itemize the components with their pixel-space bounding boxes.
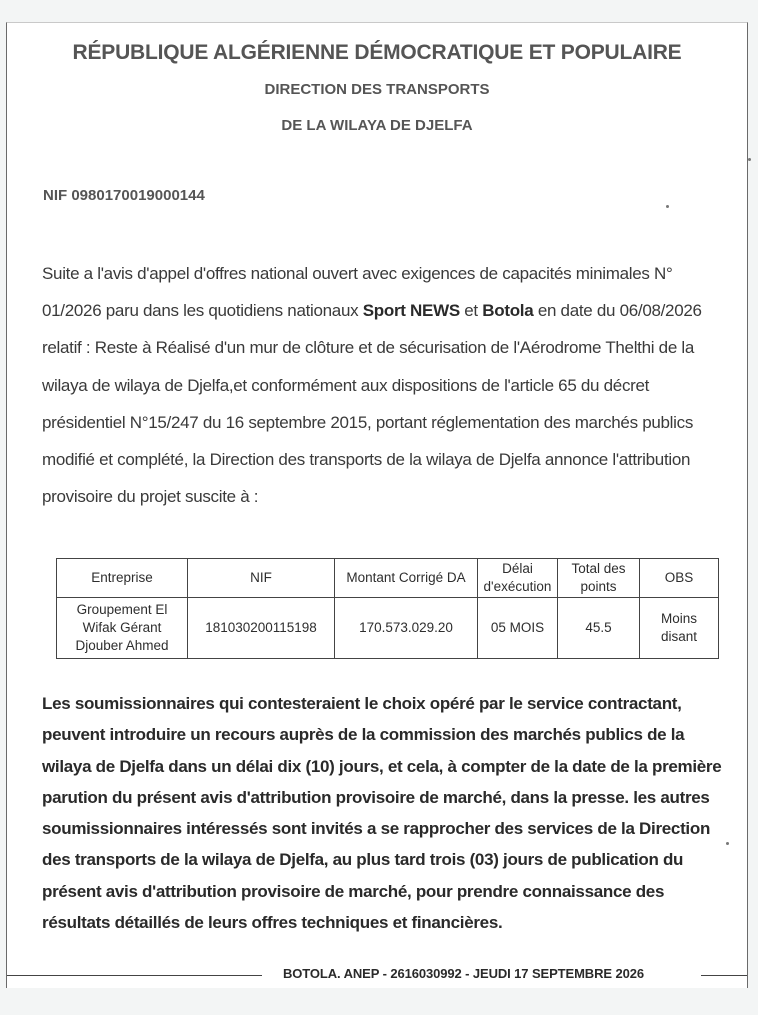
scan-speck: [726, 842, 729, 845]
closing-paragraph: Les soumissionnaires qui contesteraient le choix opéré par le service contractant, peuvent introduire un recours auprès de la commission des marchés publics de la wilaya de Djelfa dans un délai dix (10) jours, et cela, à compter de la date de la première parution du présent avis d'attribution provisoire de marché, dans la presse. les autres soumissionnaires intéressés sont invités a se rapprocher des services de la Direction des transports de la wilaya de Djelfa, au plus tard trois (03) jours de publication du présent avis d'attribution provisoire de marché, pour prendre connaissance des résultats détaillés de leurs offres techniques et financières.: [42, 694, 722, 933]
table-row: [57, 598, 719, 659]
header-points: Total des points: [558, 559, 640, 598]
header-nif: NIF: [188, 559, 335, 598]
newspaper-botola: Botola: [482, 301, 534, 321]
cell-points: 45.5: [558, 598, 640, 659]
notice-sheet: [6, 22, 748, 988]
wilaya-heading: DE LA WILAYA DE DJELFA: [281, 117, 473, 134]
direction-heading: DIRECTION DES TRANSPORTS: [264, 81, 490, 98]
intro-text-1: Suite a l'avis d'appel d'offres national ouvert avec exigences de capacités minimales N° 01/2026 paru dans les quotidiens nationaux: [42, 264, 673, 321]
cell-delai: 05 MOIS: [478, 598, 558, 659]
cell-obs: Moins disant: [640, 598, 719, 659]
intro-text-2: et: [459, 301, 483, 321]
cell-entreprise: Groupement El Wifak Gérant Djouber Ahmed: [57, 598, 188, 659]
intro-paragraph: [42, 255, 722, 515]
scan-speck: [748, 158, 751, 161]
intro-text-3: en date du 06/08/2026 relatif : Reste à Réalisé d'un mur de clôture et de sécurisation de l'Aérodrome Thelthi de la wilaya de wilaya de Djelfa,et conformément aux dispositions de l'article 65 du décret présidentiel N°15/247 du 16 septembre 2015, portant réglementation des marchés publics modifié et complété, la Direction des transports de la wilaya de Djelfa annonce l'attribution provisoire du projet suscite à :: [42, 301, 702, 507]
republic-heading: RÉPUBLIQUE ALGÉRIENNE DÉMOCRATIQUE ET POPULAIRE: [72, 41, 682, 64]
scan-speck: [666, 205, 669, 208]
publication-footer: BOTOLA. ANEP - 2616030992 - JEUDI 17 SEPTEMBRE 2026: [283, 966, 644, 981]
table-header-row: [57, 559, 719, 598]
footer-rule-left: [7, 975, 262, 976]
cell-nif: 181030200115198: [188, 598, 335, 659]
header-delai: Délai d'exécution: [478, 559, 558, 598]
header-entreprise: Entreprise: [57, 559, 188, 598]
header-obs: OBS: [640, 559, 719, 598]
nif-line: NIF 0980170019000144: [43, 187, 205, 204]
cell-montant: 170.573.029.20: [335, 598, 478, 659]
newspaper-sport-news: Sport NEWS: [362, 301, 460, 321]
attribution-table: [56, 558, 719, 659]
header-montant: Montant Corrigé DA: [335, 559, 478, 598]
footer-rule-right: [701, 975, 747, 976]
